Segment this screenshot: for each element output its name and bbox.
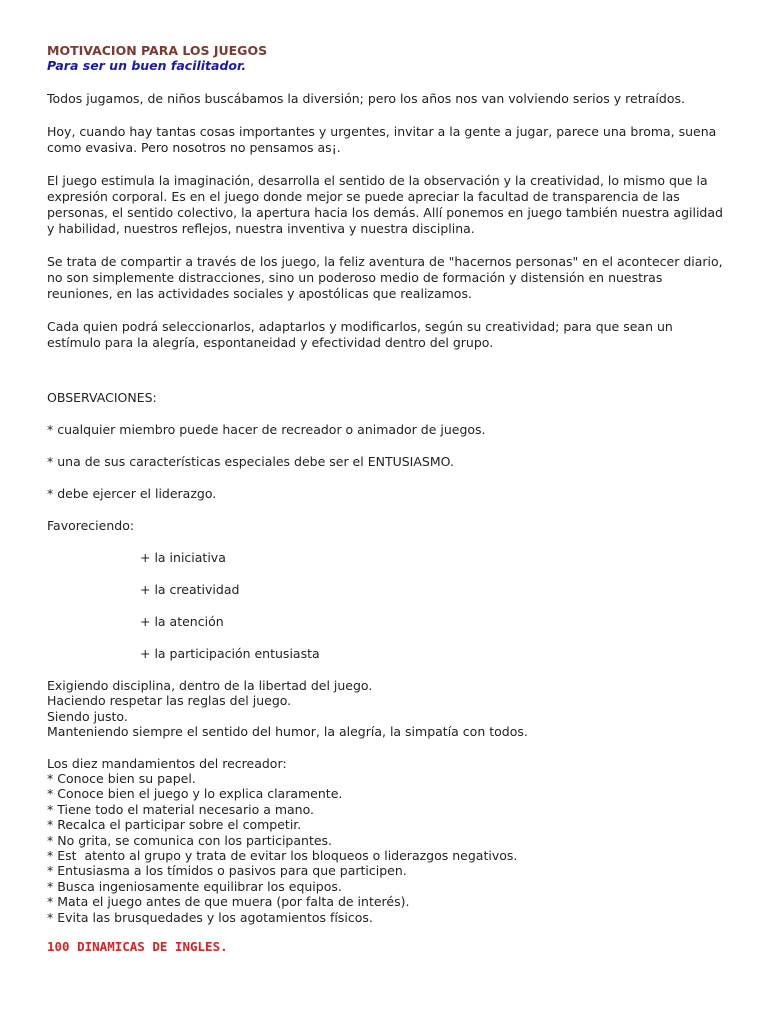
document-subtitle: Para ser un buen facilitador. (47, 58, 247, 73)
document-title: MOTIVACION PARA LOS JUEGOS (47, 43, 268, 58)
intro-paragraph-1: Todos jugamos, de niños buscábamos la diversión; pero los años nos van volviendo serios y retraídos. (47, 91, 685, 106)
exigiendo-block (47, 678, 728, 740)
exigiendo-line: Manteniendo siempre el sentido del humor, la alegría, la simpatía con todos. (47, 724, 528, 740)
intro-paragraph-3: El juego estimula la imaginación, desarrolla el sentido de la observación y la creatividad, lo mismo que la expresión corporal. Es en el juego donde mejor se puede apreciar la facultad de transparencia de las personas, el sentido colectivo, la apertura hacia los demás. Allí ponemos en juego también nuestra agilidad y habilidad, nuestros reflejos, nuestra inventiva y nuestra disciplina. (47, 173, 723, 236)
mandamiento-item: * Conoce bien su papel. (47, 771, 196, 787)
mandamientos-heading: Los diez mandamientos del recreador: (47, 755, 287, 771)
intro-paragraph-2: Hoy, cuando hay tantas cosas importantes y urgentes, invitar a la gente a jugar, parece una broma, suena como evasiva. Pero nosotros no pensamos as¡. (47, 124, 717, 155)
favoreciendo-item: + la participación entusiasta (140, 646, 320, 661)
mandamiento-item: * Mata el juego antes de que muera (por falta de interés). (47, 894, 410, 910)
spacer (47, 351, 728, 390)
mandamiento-item: * Entusiasma a los tímidos o pasivos para que participen. (47, 863, 407, 879)
mandamientos-block (47, 756, 728, 925)
observacion-item: * cualquier miembro puede hacer de recreador o animador de juegos. (47, 422, 486, 437)
mandamiento-item: * No grita, se comunica con los participantes. (47, 832, 333, 848)
favoreciendo-item: + la iniciativa (140, 550, 226, 565)
mandamiento-item: * Busca ingeniosamente equilibrar los equipos. (47, 878, 342, 894)
exigiendo-line: Exigiendo disciplina, dentro de la libertad del juego. (47, 678, 373, 693)
mandamiento-item: * Evita las brusquedades y los agotamientos físicos. (47, 909, 373, 925)
observaciones-heading: OBSERVACIONES: (47, 390, 157, 405)
exigiendo-line: Haciendo respetar las reglas del juego. (47, 693, 292, 709)
section-title-dinamicas: 100 DINAMICAS DE INGLES. (47, 939, 228, 955)
mandamiento-item: * Conoce bien el juego y lo explica claramente. (47, 786, 343, 802)
observacion-item: * debe ejercer el liderazgo. (47, 486, 217, 501)
mandamiento-item: * Recalca el participar sobre el competir. (47, 817, 302, 833)
intro-paragraph-4: Se trata de compartir a través de los juego, la feliz aventura de "hacernos personas" en el acontecer diario, no son simplemente distracciones, sino un poderoso medio de formación y distensión en nuestras reuniones, en las actividades sociales y apostólicas que realizamos. (47, 254, 723, 301)
exigiendo-line: Siendo justo. (47, 708, 128, 724)
observacion-item: * una de sus características especiales debe ser el ENTUSIASMO. (47, 454, 454, 469)
favoreciendo-label: Favoreciendo: (47, 518, 135, 533)
mandamiento-item: * Est atento al grupo y trata de evitar los bloqueos o liderazgos negativos. (47, 848, 518, 864)
intro-paragraph-5: Cada quien podrá seleccionarlos, adaptarlos y modificarlos, según su creatividad; para que sean un estímulo para la alegría, espontaneidad y efectividad dentro del grupo. (47, 319, 673, 350)
favoreciendo-item: + la creatividad (140, 582, 240, 597)
favoreciendo-item: + la atención (140, 614, 224, 629)
mandamiento-item: * Tiene todo el material necesario a mano. (47, 801, 314, 817)
